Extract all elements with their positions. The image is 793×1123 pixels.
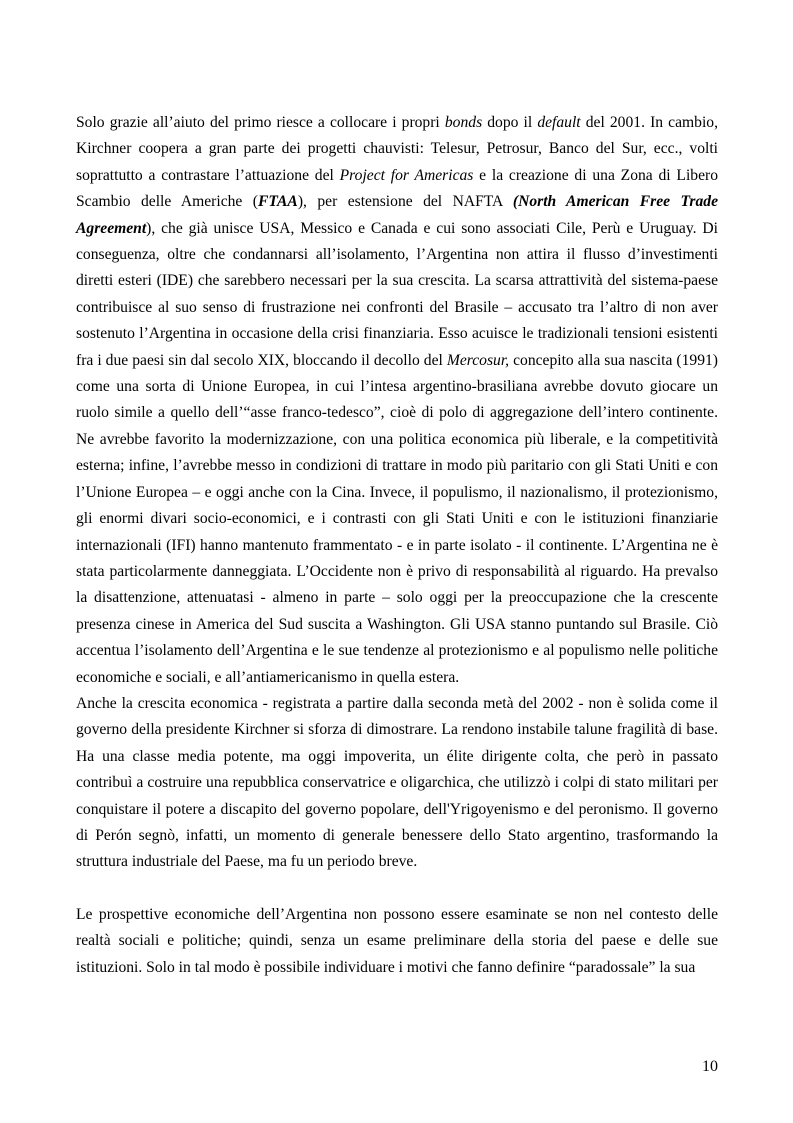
text-run: e la creazione di una Zona di Libero Scambio delle Americhe ( [76, 166, 718, 211]
text-run: ), per estensione del NAFTA [297, 193, 513, 211]
bold-italic-run-ftaa: FTAA [257, 193, 298, 211]
document-body [76, 110, 718, 981]
paragraph-1 [76, 110, 718, 691]
paragraph-spacer [76, 876, 718, 902]
text-run: ), che già unisce USA, Messico e Canada e cui sono associati Cile, Perù e Uruguay. Di conseguenza, oltre che condannarsi all’isolamento, l’Argentina non attira il flusso d’investimenti diretti esteri (IDE) che sarebbero necessari per la sua crescita. La scarsa attrattività del sistema-paese contribuisce al suo senso di frustrazione nei confronti del Brasile – accusato tra l’altro di non aver sostenuto l’Argentina in occasione della crisi finanziaria. Esso acuisce le tradizionali tensioni esistenti fra i due paesi sin dal secolo XIX, bloccando il decollo del [76, 219, 718, 369]
paragraph-3 [76, 902, 718, 981]
paragraph-2 [76, 691, 718, 876]
text-run: Le prospettive economiche dell’Argentina non possono essere esaminate se non nel contesto delle realtà sociali e politiche; quindi, senza un esame preliminare della storia del paese e delle sue istituzioni. Solo in tal modo è possibile individuare i motivi che fanno definire “paradossale” la sua [76, 905, 718, 976]
bold-italic-run-nafta-expansion: (North American Free Trade Agreement [76, 193, 718, 237]
text-run: concepito alla sua nascita (1991) come una sorta di Unione Europea, in cui l’intesa argentino-brasiliana avrebbe dovuto giocare un ruolo simile a quello dell’“asse franco-tedesco”, cioè di polo di aggregazione dell’intero continente. Ne avrebbe favorito la modernizzazione, con una politica economica più liberale, e la competitività esterna; infine, l’avrebbe messo in condizioni di trattare in modo più paritario con gli Stati Uniti e con l’Unione Europea – e oggi anche con la Cina. Invece, il populismo, il nazionalismo, il protezionismo, gli enormi divari socio-economici, e i contrasti con gli Stati Uniti e con le istituzioni finanziarie internazionali (IFI) hanno mantenuto frammentato - e in parte isolato - il continente. L’Argentina ne è stata particolarmente danneggiata. L’Occidente non è privo di responsabilità al riguardo. Ha prevalso la disattenzione, attenuatasi - almeno in parte – solo oggi per la preoccupazione che la crescente presenza cinese in America del Sud suscita a Washington. Gli USA stanno puntando sul Brasile. Ciò accentua l’isolamento dell’Argentina e le sue tendenze al protezionismo e al populismo nelle politiche economiche e sociali, e all’antiamericanismo in quella estera. [76, 351, 718, 686]
text-run: del 2001. In cambio, Kirchner coopera a gran parte dei progetti chauvisti: Telesur, Petrosur, Banco del Sur, ecc., volti soprattutto a contrastare l’attuazione del [76, 114, 718, 184]
page-number: 10 [702, 1058, 718, 1075]
italic-run-project-for-americas: Project for Americas [339, 166, 474, 184]
text-run: Anche la crescita economica - registrata a partire dalla seconda metà del 2002 - non è solida come il governo della presidente Kirchner si sforza di dimostrare. La rendono instabile talune fragilità di base. Ha una classe media potente, ma oggi impoverita, un élite dirigente colta, che però in passato contribuì a costruire una repubblica conservatrice e oligarchica, che utilizzò i colpi di stato militari per conquistare il potere a discapito del governo popolare, dell'Yrigoyenismo e del peronismo. Il governo di Perón segnò, infatti, un momento di generale benessere dello Stato argentino, trasformando la struttura industriale del Paese, ma fu un periodo breve. [76, 694, 718, 871]
text-run: Solo grazie all’aiuto del primo riesce a collocare i propri [76, 114, 445, 131]
italic-run-bonds: bonds [444, 114, 483, 131]
italic-run-default: default [537, 114, 581, 131]
italic-run-mercosur: Mercosur, [446, 351, 510, 369]
text-run: dopo il [482, 114, 538, 131]
